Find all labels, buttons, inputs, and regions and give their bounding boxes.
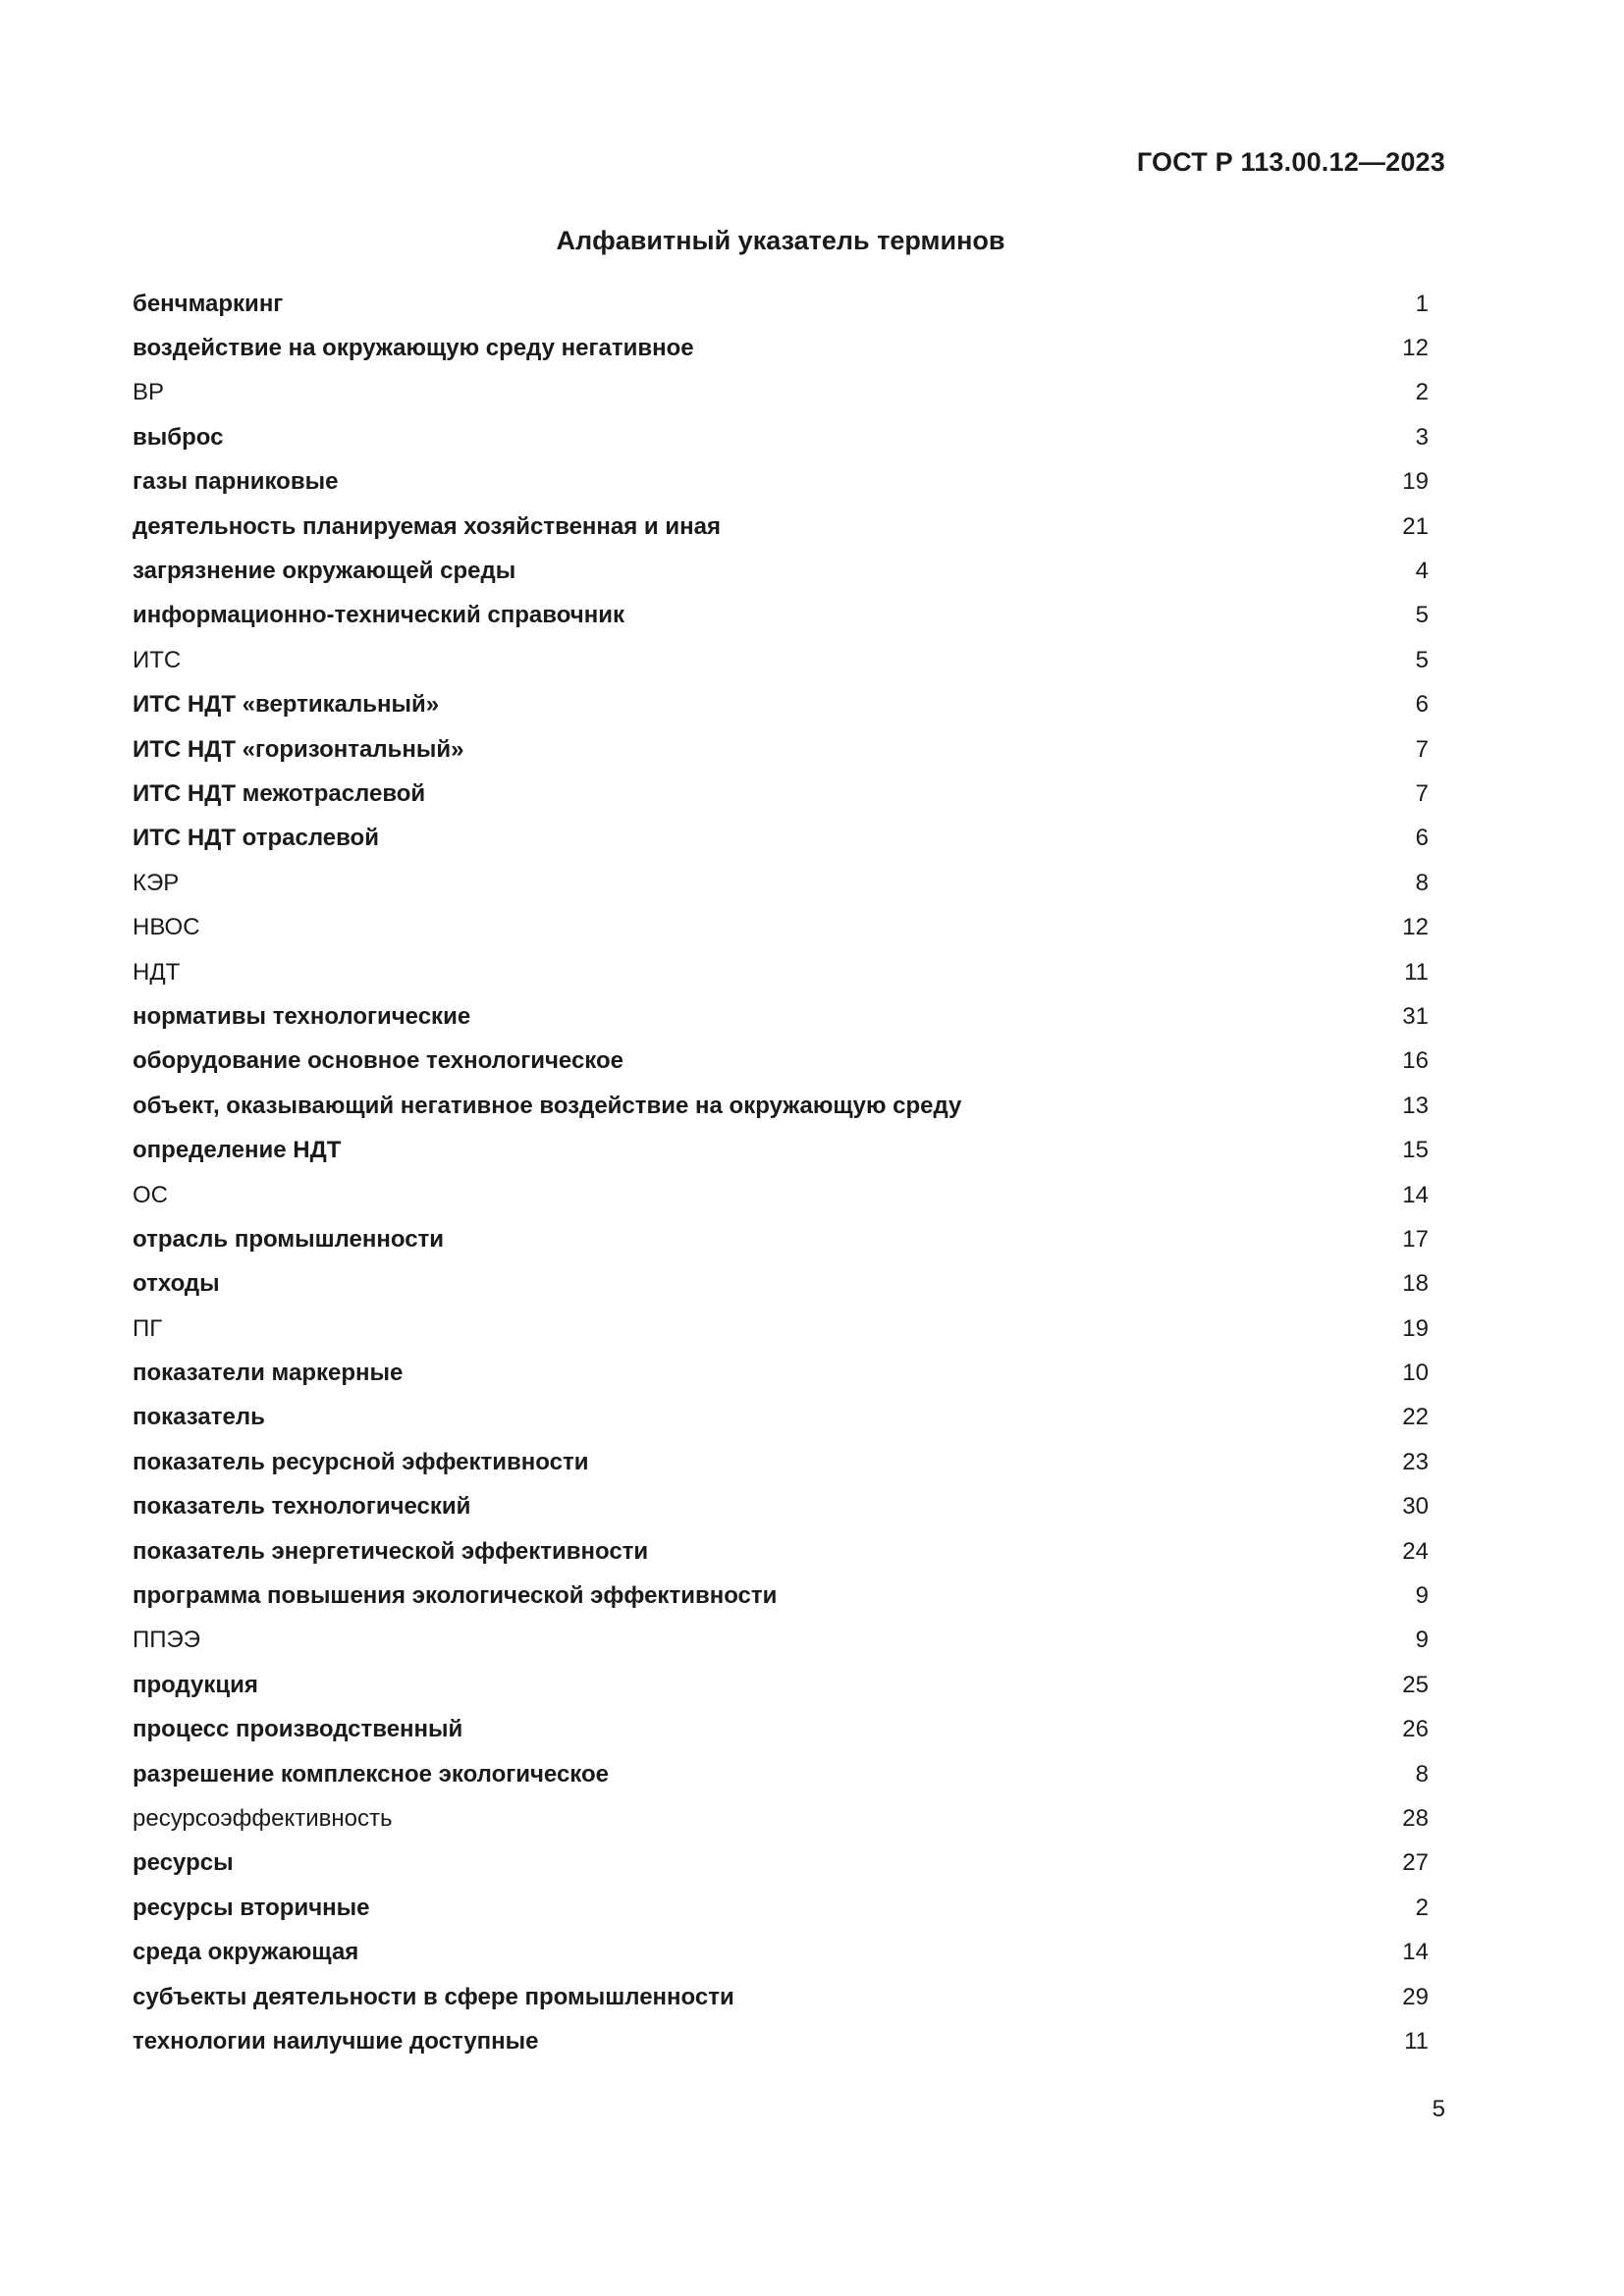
term-text: ОС xyxy=(133,1181,168,1208)
term-text: газы парниковые xyxy=(133,468,339,496)
term-text: НДТ xyxy=(133,958,181,986)
term-number: 1 xyxy=(1415,290,1429,317)
term-text: ИТС НДТ «горизонтальный» xyxy=(133,735,464,763)
term-row xyxy=(133,594,1429,638)
term-row xyxy=(133,460,1429,505)
term-row xyxy=(133,950,1429,994)
term-text: отходы xyxy=(133,1270,220,1298)
term-text: ИТС НДТ отраслевой xyxy=(133,825,379,852)
term-number: 11 xyxy=(1404,958,1429,986)
term-row xyxy=(133,1396,1429,1440)
term-number: 12 xyxy=(1402,914,1429,941)
term-row xyxy=(133,1574,1429,1618)
term-row xyxy=(133,415,1429,459)
term-number: 10 xyxy=(1402,1360,1429,1387)
term-text: выброс xyxy=(133,423,224,451)
term-number: 5 xyxy=(1415,646,1429,673)
term-number: 11 xyxy=(1404,2027,1429,2055)
term-row xyxy=(133,772,1429,816)
term-number: 13 xyxy=(1402,1092,1429,1119)
term-row xyxy=(133,1128,1429,1172)
term-number: 16 xyxy=(1402,1047,1429,1075)
term-number: 6 xyxy=(1415,825,1429,852)
term-number: 26 xyxy=(1402,1716,1429,1743)
term-row xyxy=(133,994,1429,1039)
term-number: 2 xyxy=(1415,379,1429,406)
term-number: 7 xyxy=(1415,735,1429,763)
term-number: 6 xyxy=(1415,691,1429,719)
term-row xyxy=(133,1752,1429,1796)
term-text: воздействие на окружающую среду негативное xyxy=(133,335,694,362)
term-text: процесс производственный xyxy=(133,1716,463,1743)
term-text: отрасль промышленности xyxy=(133,1225,445,1253)
term-text: ИТС НДТ межотраслевой xyxy=(133,779,426,807)
term-number: 14 xyxy=(1402,1939,1429,1966)
term-text: ИТС НДТ «вертикальный» xyxy=(133,691,440,719)
term-number: 23 xyxy=(1402,1448,1429,1475)
term-row xyxy=(133,861,1429,905)
term-text: ресурсоэффективность xyxy=(133,1804,393,1832)
document-code: ГОСТ Р 113.00.12—2023 xyxy=(1136,147,1445,177)
term-row xyxy=(133,549,1429,593)
term-row xyxy=(133,2019,1429,2063)
term-number: 22 xyxy=(1402,1404,1429,1431)
term-row xyxy=(133,505,1429,549)
term-text: деятельность планируемая хозяйственная и иная xyxy=(133,512,721,540)
term-row xyxy=(133,326,1429,370)
term-text: показатель xyxy=(133,1404,265,1431)
term-number: 28 xyxy=(1402,1804,1429,1832)
term-row xyxy=(133,905,1429,949)
term-number: 27 xyxy=(1402,1849,1429,1877)
term-number: 21 xyxy=(1402,512,1429,540)
term-row xyxy=(133,817,1429,861)
term-number: 5 xyxy=(1415,602,1429,629)
term-number: 24 xyxy=(1402,1537,1429,1565)
term-row xyxy=(133,1351,1429,1395)
term-row xyxy=(133,727,1429,772)
term-number: 8 xyxy=(1415,1760,1429,1788)
term-number: 12 xyxy=(1402,335,1429,362)
term-number: 14 xyxy=(1402,1181,1429,1208)
term-row xyxy=(133,1975,1429,2019)
term-row xyxy=(133,638,1429,682)
term-number: 8 xyxy=(1415,869,1429,896)
term-row xyxy=(133,1040,1429,1084)
term-row xyxy=(133,1217,1429,1261)
term-number: 2 xyxy=(1415,1894,1429,1921)
term-text: ППЭЭ xyxy=(133,1627,200,1654)
term-text: определение НДТ xyxy=(133,1137,342,1164)
term-number: 9 xyxy=(1415,1582,1429,1610)
term-text: технологии наилучшие доступные xyxy=(133,2027,539,2055)
term-text: КЭР xyxy=(133,869,180,896)
term-number: 19 xyxy=(1402,468,1429,496)
term-row xyxy=(133,1663,1429,1707)
term-number: 25 xyxy=(1402,1671,1429,1698)
term-text: НВОС xyxy=(133,914,200,941)
term-row xyxy=(133,1485,1429,1529)
term-number: 19 xyxy=(1402,1314,1429,1342)
term-row xyxy=(133,1708,1429,1752)
term-row xyxy=(133,1440,1429,1484)
index-title: Алфавитный указатель терминов xyxy=(556,226,1005,255)
term-text: ВР xyxy=(133,379,165,406)
term-row xyxy=(133,1173,1429,1217)
term-text: показатель ресурсной эффективности xyxy=(133,1448,589,1475)
term-text: ресурсы вторичные xyxy=(133,1894,370,1921)
term-number: 15 xyxy=(1402,1137,1429,1164)
term-row xyxy=(133,683,1429,727)
term-number: 4 xyxy=(1415,558,1429,585)
term-number: 29 xyxy=(1402,1983,1429,2010)
term-text: бенчмаркинг xyxy=(133,290,284,317)
term-text: ПГ xyxy=(133,1314,163,1342)
term-row xyxy=(133,282,1429,326)
term-text: объект, оказывающий негативное воздействие на окружающую среду xyxy=(133,1092,962,1119)
term-row xyxy=(133,1529,1429,1574)
page-number: 5 xyxy=(1432,2096,1445,2122)
term-row xyxy=(133,1930,1429,1974)
term-text: субъекты деятельности в сфере промышленности xyxy=(133,1983,734,2010)
term-text: показатель энергетической эффективности xyxy=(133,1537,649,1565)
term-number: 7 xyxy=(1415,779,1429,807)
term-text: среда окружающая xyxy=(133,1939,359,1966)
term-number: 31 xyxy=(1402,1002,1429,1030)
term-number: 9 xyxy=(1415,1627,1429,1654)
term-text: ИТС xyxy=(133,646,182,673)
term-row xyxy=(133,371,1429,415)
term-row xyxy=(133,1084,1429,1128)
term-text: показатели маркерные xyxy=(133,1360,404,1387)
term-text: продукция xyxy=(133,1671,258,1698)
term-text: показатель технологический xyxy=(133,1493,471,1521)
term-index-list xyxy=(133,282,1429,2064)
term-number: 18 xyxy=(1402,1270,1429,1298)
term-text: информационно-технический справочник xyxy=(133,602,624,629)
term-text: оборудование основное технологическое xyxy=(133,1047,624,1075)
term-number: 3 xyxy=(1415,423,1429,451)
term-row xyxy=(133,1307,1429,1351)
term-row xyxy=(133,1842,1429,1886)
term-row xyxy=(133,1886,1429,1930)
term-text: разрешение комплексное экологическое xyxy=(133,1760,610,1788)
term-number: 30 xyxy=(1402,1493,1429,1521)
term-number: 17 xyxy=(1402,1225,1429,1253)
term-row xyxy=(133,1262,1429,1307)
term-text: программа повышения экологической эффективности xyxy=(133,1582,778,1610)
term-row xyxy=(133,1796,1429,1841)
term-text: загрязнение окружающей среды xyxy=(133,558,516,585)
term-text: ресурсы xyxy=(133,1849,234,1877)
term-row xyxy=(133,1619,1429,1663)
term-text: нормативы технологические xyxy=(133,1002,471,1030)
